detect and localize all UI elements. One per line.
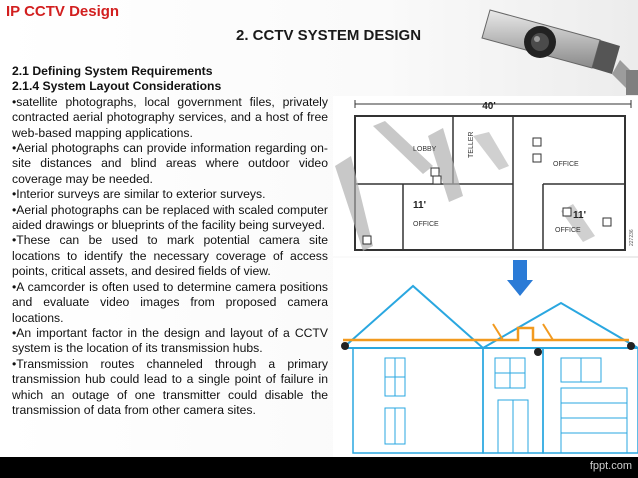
footer-brand: fppt.com xyxy=(589,460,632,472)
slide-title: 2. CCTV SYSTEM DESIGN xyxy=(236,27,422,44)
subsection-heading: 2.1.4 System Layout Considerations xyxy=(12,79,222,94)
house-diagram xyxy=(333,258,638,457)
text-content xyxy=(12,64,328,418)
camera-icon xyxy=(341,342,349,350)
floor-plan-diagram xyxy=(333,96,638,256)
bullet-item: •An important factor in the design and layout of a CCTV system is the location of its transmission hubs. xyxy=(12,325,328,356)
room-label: OFFICE xyxy=(555,227,581,234)
room-label: TELLER xyxy=(468,131,475,158)
dimension-right: 11' xyxy=(573,210,586,221)
bullet-item: •Interior surveys are similar to exterior surveys. xyxy=(12,187,266,202)
bullet-item: •satellite photographs, local government files, privately contracted aerial photography services, and a host of free web-based mapping applications. xyxy=(12,94,328,140)
camera-icon xyxy=(627,342,635,350)
footer-bar xyxy=(0,457,638,478)
drawing-code: 227236 xyxy=(629,229,635,246)
bullet-item: •Aerial photographs can provide information regarding on-site distances and blind areas where outdoor video coverage may be needed. xyxy=(12,141,328,186)
camera-icon xyxy=(534,348,542,356)
bullet-item: •A camcorder is often used to determine camera positions and evaluate video images from proposed camera locations. xyxy=(12,279,328,325)
section-heading: 2.1 Defining System Requirements xyxy=(12,64,213,78)
arrow-down-icon xyxy=(507,260,533,296)
brand-title: IP CCTV Design xyxy=(6,3,120,20)
bullet-item: •These can be used to mark potential camera site locations to identify the necessary coverage of access points, critical assets, and desired fields of view. xyxy=(12,233,328,279)
dimension-left: 11' xyxy=(413,200,426,211)
room-label: LOBBY xyxy=(413,146,437,153)
bullet-item: •Aerial photographs can be replaced with scaled computer aided drawings or blueprints of the facility being surveyed. xyxy=(12,202,328,233)
room-label: OFFICE xyxy=(413,221,439,228)
dimension-top: 40' xyxy=(482,101,496,112)
room-label: OFFICE xyxy=(553,161,579,168)
security-camera-icon xyxy=(480,0,638,95)
bullet-item: •Transmission routes channeled through a primary transmission hub could lead to a single point of failure in which an outage of one transmitter could disable the transmission of data from other camera sites. xyxy=(12,356,328,417)
